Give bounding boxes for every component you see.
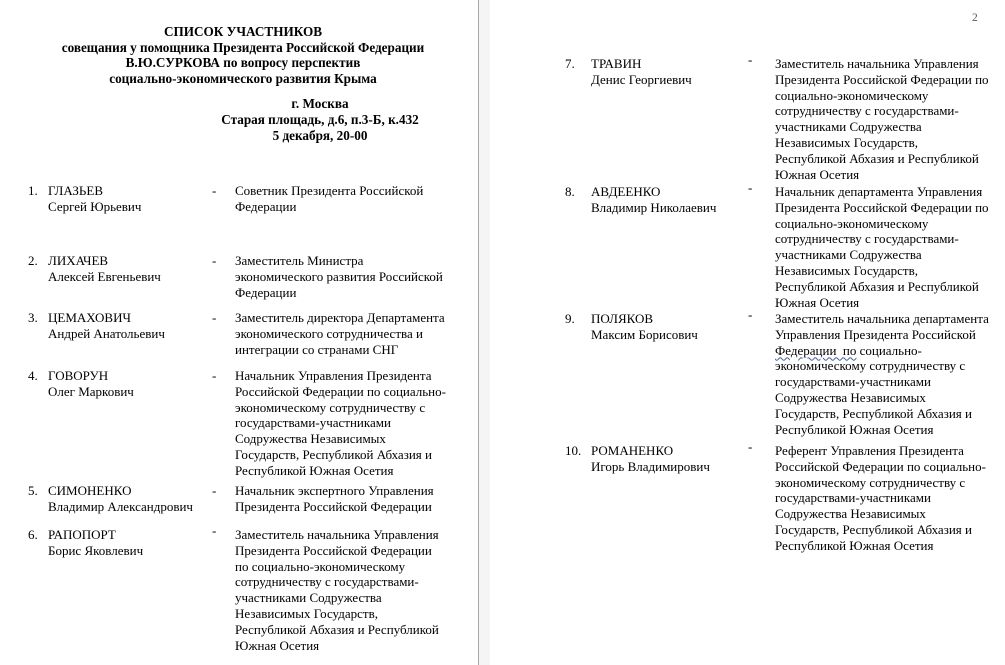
participant-given-names: Максим Борисович — [591, 326, 698, 342]
separator-dash: - — [212, 310, 217, 325]
meeting-place-and-time — [210, 96, 430, 144]
participant-number: 1. — [28, 183, 38, 198]
participant-row — [565, 439, 990, 554]
participant-name — [591, 184, 748, 310]
separator-dash: - — [748, 307, 753, 322]
participant-number: 10. — [565, 443, 582, 458]
participant-name — [48, 253, 212, 300]
meta-city: г. Москва — [291, 96, 349, 111]
participant-given-names: Андрей Анатольевич — [48, 325, 165, 341]
participant-number: 7. — [565, 56, 575, 71]
title-line-2: совещания у помощника Президента Российской Федерации — [61, 39, 425, 55]
participant-number: 5. — [28, 483, 38, 498]
participant-given-names: Борис Яковлевич — [48, 542, 144, 558]
participant-given-names: Алексей Евгеньевич — [48, 268, 161, 284]
separator-dash: - — [748, 52, 753, 67]
grammar-flagged-text[interactable]: Федерации по — [775, 342, 857, 358]
participant-name — [591, 56, 748, 182]
description-text: Заместитель начальника департамента Управления Президента Российской — [775, 311, 989, 342]
participant-name — [591, 443, 748, 554]
participant-description — [775, 311, 990, 437]
participant-description: Заместитель директора Департамента экономического сотрудничества и интеграции со странами СНГ — [235, 310, 445, 357]
participant-given-names: Владимир Александрович — [48, 498, 193, 514]
separator-dash: - — [212, 183, 217, 198]
participant-description: Советник Президента Российской Федерации — [235, 183, 424, 214]
title-line-4: социально-экономического развития Крыма — [109, 71, 377, 87]
participant-name — [591, 311, 748, 437]
separator-dash: - — [212, 253, 217, 268]
participant-surname: СИМОНЕНКО — [48, 483, 132, 498]
participant-row — [565, 307, 990, 437]
participant-number: 4. — [28, 368, 38, 383]
participant-description: Начальник Управления Президента Российской Федерации по социально-экономическому сотрудничеству с государствами-участниками Содружества Независимых Государств, Республикой Абхазия и Республикой Южная Осетия — [235, 368, 446, 478]
title-line-1: СПИСОК УЧАСТНИКОВ — [163, 24, 323, 39]
participant-row — [28, 253, 447, 300]
participant-name — [48, 527, 212, 653]
separator-dash: - — [212, 483, 217, 498]
participant-description: Референт Управления Президента Российской Федерации по социально-экономическому сотрудничеству с государствами-участниками Содружества Независимых Государств, Республикой Абхазия и Республикой Южная Осетия — [775, 443, 986, 553]
participant-description: Заместитель начальника Управления Президента Российской Федерации по социально-экономическому сотрудничеству с государствами-участниками Содружества Независимых Государств, Республикой Абхазия и Республикой Южная Осетия — [235, 527, 439, 653]
participant-description: Начальник экспертного Управления Президента Российской Федерации — [235, 483, 434, 514]
participant-number: 2. — [28, 253, 38, 268]
participant-row — [28, 183, 447, 215]
participant-given-names: Олег Маркович — [48, 383, 134, 399]
participant-number: 6. — [28, 527, 38, 542]
separator-dash: - — [212, 368, 217, 383]
participant-number: 8. — [565, 184, 575, 199]
participant-surname: РОМАНЕНКО — [591, 443, 674, 458]
participant-given-names: Владимир Николаевич — [591, 199, 717, 215]
separator-dash: - — [748, 439, 753, 454]
participant-row — [28, 310, 447, 357]
description-text: социально-экономическому сотрудничеству с государствами-участниками Содружества Независимых Государств, Республикой Абхазия и Республикой Южная Осетия — [775, 342, 972, 437]
participant-surname: ГЛАЗЬЕВ — [48, 183, 104, 198]
document-title — [14, 24, 472, 87]
participant-number: 9. — [565, 311, 575, 326]
page-number: 2 — [972, 12, 978, 24]
participant-row — [565, 180, 990, 310]
participant-number: 3. — [28, 310, 38, 325]
participant-row — [565, 52, 990, 182]
participant-description: Заместитель начальника Управления Президента Российской Федерации по социально-экономическому сотрудничеству с государствами-участниками Содружества Независимых Государств, Республикой Абхазия и Республикой Южная Осетия — [775, 56, 989, 182]
separator-dash: - — [212, 523, 217, 538]
participant-name — [48, 368, 212, 479]
document-page-2 — [490, 0, 1005, 665]
participant-surname: ЦЕМАХОВИЧ — [48, 310, 131, 325]
participant-surname: АВДЕЕНКО — [591, 184, 661, 199]
document-page-1 — [0, 0, 478, 665]
separator-dash: - — [748, 180, 753, 195]
participant-given-names: Игорь Владимирович — [591, 458, 710, 474]
participant-name — [48, 183, 212, 215]
participant-surname: ЛИХАЧЕВ — [48, 253, 109, 268]
participant-row — [28, 483, 447, 515]
meta-datetime: 5 декабря, 20-00 — [272, 127, 368, 143]
title-line-3: В.Ю.СУРКОВА по вопросу перспектив — [125, 55, 361, 71]
participant-row — [28, 523, 447, 653]
participant-given-names: Сергей Юрьевич — [48, 198, 142, 214]
meta-address: Старая площадь, д.6, п.3-Б, к.432 — [221, 111, 419, 127]
participant-surname: ГОВОРУН — [48, 368, 109, 383]
participant-description: Заместитель Министра экономического развития Российской Федерации — [235, 253, 443, 300]
participant-row — [28, 368, 447, 479]
participant-given-names: Денис Георгиевич — [591, 71, 692, 87]
participant-description: Начальник департамента Управления Президента Российской Федерации по социально-экономическому сотрудничеству с государствами-участниками Содружества Независимых Государств, Республикой Абхазия и Республикой Южная Осетия — [775, 184, 989, 310]
participant-name — [48, 310, 212, 357]
participant-surname: РАПОПОРТ — [48, 527, 116, 542]
participant-surname: ТРАВИН — [591, 56, 642, 71]
participant-name — [48, 483, 212, 515]
participant-surname: ПОЛЯКОВ — [591, 311, 654, 326]
